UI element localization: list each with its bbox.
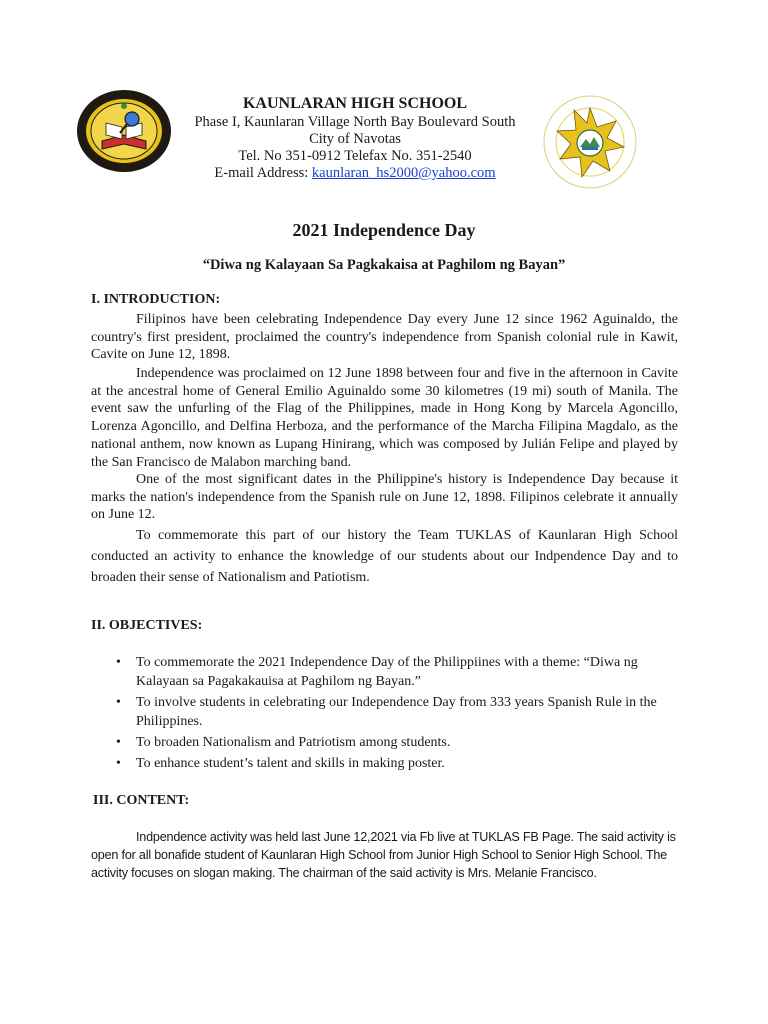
objective-text: To enhance student’s talent and skills in making poster. <box>136 756 445 771</box>
bullet-icon: • <box>116 735 121 750</box>
document-theme: “Diwa ng Kalayaan Sa Pagkakaisa at Paghilom ng Bayan” <box>202 257 566 273</box>
phone-line: Tel. No 351-0912 Telefax No. 351-2540 <box>238 148 472 164</box>
bullet-icon: • <box>116 655 121 670</box>
introduction-heading: I. INTRODUCTION: <box>91 292 221 307</box>
intro-paragraph-4: To commemorate this part of our history the Team TUKLAS of Kaunlaran High School conducted an activity to enhance the knowledge of our students about our Indpendence Day and to broaden their sense of Nationalism and Patiotism. <box>91 528 678 585</box>
content-heading: III. CONTENT: <box>93 793 190 808</box>
address-line-2: City of Navotas <box>309 131 401 147</box>
list-item <box>91 653 691 691</box>
content-paragraph: Indpendence activity was held last June 12,2021 via Fb live at TUKLAS FB Page. The said activity is open for all bonafide student of Kaunlaran High School from Junior High School to Senior High School. The activity focuses on slogan making. The chairman of the said activity is Mrs. Melanie Francisco. <box>91 830 676 880</box>
objective-text: To involve students in celebrating our Independence Day from 333 years Spanish Rule in the Philippines. <box>136 695 657 729</box>
objectives-heading: II. OBJECTIVES: <box>91 618 203 633</box>
bullet-icon: • <box>116 756 121 771</box>
document-title: 2021 Independence Day <box>292 220 476 240</box>
email-link[interactable]: kaunlaran_hs2000@yahoo.com <box>311 165 496 181</box>
school-seal-icon <box>76 89 172 173</box>
email-line <box>180 165 530 182</box>
email-label: E-mail Address: <box>214 165 312 181</box>
intro-paragraph-3: One of the most significant dates in the Philippine's history is Independence Day because it marks the nation's independence from the Spanish rule on June 12, 1898. Filipinos celebrate it annually on June 12. <box>91 472 678 523</box>
list-item <box>91 733 691 752</box>
objective-text: To broaden Nationalism and Patriotism among students. <box>136 735 451 750</box>
bullet-icon: • <box>116 695 121 710</box>
address-line-1: Phase I, Kaunlaran Village North Bay Boulevard South <box>194 114 516 130</box>
intro-paragraph-1: Filipinos have been celebrating Independence Day every June 12 since 1962 Aguinaldo, the country's first president, proclaimed the country's independence from Spanish colonial rule in Kawit, Cavite on June 12, 1898. <box>91 312 678 363</box>
objective-text: To commemorate the 2021 Independence Day of the Philippiines with a theme: “Diwa ng Kalayaan sa Pagakakauisa at Paghilom ng Bayan.” <box>136 655 638 689</box>
list-item <box>91 754 691 773</box>
school-header <box>180 93 530 182</box>
intro-paragraph-2: Independence was proclaimed on 12 June 1898 between four and five in the afternoon in Cavite at the ancestral home of General Emilio Aguinaldo some 30 kilometres (19 mi) south of Manila. The event saw the unfurling of the Flag of the Philippines, made in Hong Kong by Marcela Agoncillo, Lorenza Agoncillo, and Delfina Herboza, and the performance of the Marcha Filipina Magdalo, as the national anthem, now known as Lupang Hinirang, which was composed by Julián Felipe and played by the San Francisco de Malabon marching band. <box>91 366 678 470</box>
objectives-list <box>91 653 691 775</box>
navotas-city-seal-icon <box>540 95 640 190</box>
school-name: KAUNLARAN HIGH SCHOOL <box>242 95 468 112</box>
list-item <box>91 693 691 731</box>
